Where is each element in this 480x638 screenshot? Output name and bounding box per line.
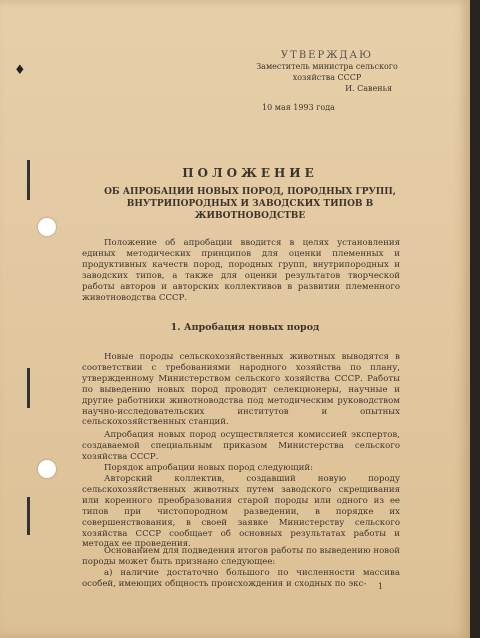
paragraph: Новые породы сельскохозяйственных животных выводятся в соответствии с требованиями народного хозяйства по плану, утвержденному Министерством сельского хозяйства СССР. Работы по выведению новых пород проводят селекционеры, научные и другие работники животноводства под методическим руководством научно-исследовательских институтов и опытных сельскохозяйственных станций. [82, 352, 400, 428]
punch-hole [38, 460, 56, 478]
approval-date: 10 мая 1993 года [262, 103, 335, 112]
approval-position: Заместитель министра сельского [256, 62, 398, 71]
diamond-mark-icon: ♦ [14, 63, 26, 78]
approval-signature: И. Савенья [345, 84, 392, 93]
margin-line [27, 160, 30, 200]
paragraph: Авторский коллектив, создавший новую породу сельскохозяйственных животных путем заводского скрещивания или коренного преобразования старой породы или одного из ее типов при чистопородном разведении, в порядке их совершенствования, в своей заявке Министерству сельского хозяйства СССР сообщает об основных результатах работы и методах ее проведения. [82, 474, 400, 550]
document-title: ПОЛОЖЕНИЕ [182, 166, 318, 180]
approval-position-2: хозяйства СССР [292, 73, 362, 82]
paragraph: а) наличие достаточно большого по численности массива особей, имеющих общность происхождения и сходных по экс- [82, 568, 400, 589]
margin-line [27, 497, 30, 535]
margin-line [27, 368, 30, 408]
paragraph: Основанием для подведения итогов работы по выведению новой породы может быть признано следующее: [82, 546, 400, 567]
punch-hole [38, 218, 56, 236]
approval-block [232, 50, 422, 113]
paragraph: Порядок апробации новых пород следующий: [104, 463, 313, 473]
approval-title: УТВЕРЖДАЮ [280, 50, 374, 61]
intro-paragraph: Положение об апробации вводится в целях установления единых методических принципов для оценки племенных и продуктивных качеств пород, породных групп, внутрипородных и заводских типов, а также для оценки результатов творческой работы авторов и авторских коллективов в развитии племенного животноводства СССР. [82, 238, 400, 303]
page-number: 1 [378, 582, 384, 591]
document-subtitle: ОБ АПРОБАЦИИ НОВЫХ ПОРОД, ПОРОДНЫХ ГРУПП, ВНУТРИПОРОДНЫХ И ЗАВОДСКИХ ТИПОВ В ЖИВОТНОВОДСТВЕ [104, 187, 396, 221]
section-heading: 1. Апробация новых пород [170, 322, 320, 333]
paragraph: Апробация новых пород осуществляется комиссией экспертов, создаваемой специальным приказом Министерства сельского хозяйства СССР. [82, 430, 400, 462]
